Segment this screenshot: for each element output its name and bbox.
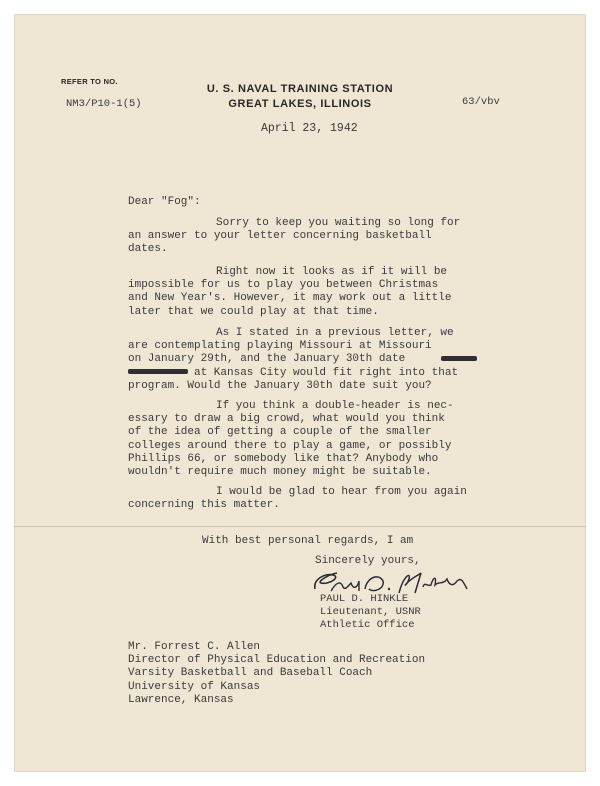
letter-date: April 23, 1942	[261, 122, 358, 135]
paragraph-line: of the idea of getting a couple of the smaller	[128, 426, 432, 439]
paragraph-line: dates.	[128, 243, 168, 256]
paragraph-line: and New Year's. However, it may work out a little	[128, 292, 452, 305]
struck-out-word	[128, 369, 188, 374]
paragraph-line: at Kansas City would fit right into that	[194, 366, 459, 379]
recipient-address	[128, 641, 425, 707]
paragraph-line: colleges around there to play a game, or possibly	[128, 439, 452, 452]
paragraph-line: Phillips 66, or somebody like that? Anybody who	[128, 452, 439, 465]
paragraph-line: later that we could play at that time.	[128, 305, 379, 318]
fold-crease	[14, 526, 586, 527]
file-code: NM3/P10-1(5)	[66, 98, 142, 110]
paragraph-line: are contemplating playing Missouri at Missouri	[128, 340, 432, 353]
closing-line: Sincerely yours,	[315, 555, 421, 567]
refer-to-label: REFER TO NO.	[61, 77, 118, 86]
address-line: Director of Physical Education and Recreation	[128, 654, 426, 667]
paragraph-line: on January 29th, and the January 30th date	[128, 353, 406, 366]
paragraph-line: impossible for us to play you between Christmas	[128, 279, 439, 292]
signer-name: PAUL D. HINKLE	[320, 593, 409, 605]
address-line: University of Kansas	[128, 680, 261, 693]
paragraph-line: essary to draw a big crowd, what would you think	[128, 413, 445, 426]
struck-out-word	[441, 356, 477, 361]
typist-initials: 63/vbv	[462, 96, 500, 108]
regards-line: With best personal regards, I am	[202, 535, 414, 547]
paragraph-line: Right now it looks as if it will be	[216, 266, 448, 278]
paragraph-line: As I stated in a previous letter, we	[216, 327, 454, 339]
paragraph-line: I would be glad to hear from you again	[216, 486, 467, 498]
paragraph-line: concerning this matter.	[128, 499, 280, 512]
paragraph-4	[128, 400, 454, 479]
paragraph-line: Sorry to keep you waiting so long for	[216, 217, 461, 229]
signer-office: Athletic Office	[320, 619, 415, 631]
paragraph-5	[128, 486, 467, 512]
paragraph-line: wouldn't require much money might be suitable.	[128, 466, 432, 479]
paragraph-1	[128, 217, 460, 257]
paragraph-2	[128, 266, 451, 319]
paragraph-line: program. Would the January 30th date suit you?	[128, 379, 432, 392]
paragraph-line: If you think a double-header is nec-	[216, 400, 454, 412]
letterhead-title: U. S. NAVAL TRAINING STATION	[206, 83, 394, 95]
address-line: Lawrence, Kansas	[128, 693, 234, 706]
signer-rank: Lieutenant, USNR	[320, 606, 421, 618]
letter-page	[14, 14, 586, 772]
salutation: Dear "Fog":	[128, 196, 201, 208]
letterhead-location: GREAT LAKES, ILLINOIS	[228, 98, 372, 110]
address-line: Varsity Basketball and Baseball Coach	[128, 667, 373, 680]
address-line: Mr. Forrest C. Allen	[128, 641, 261, 653]
paragraph-line: an answer to your letter concerning basketball	[128, 230, 432, 243]
paragraph-3	[128, 327, 458, 393]
